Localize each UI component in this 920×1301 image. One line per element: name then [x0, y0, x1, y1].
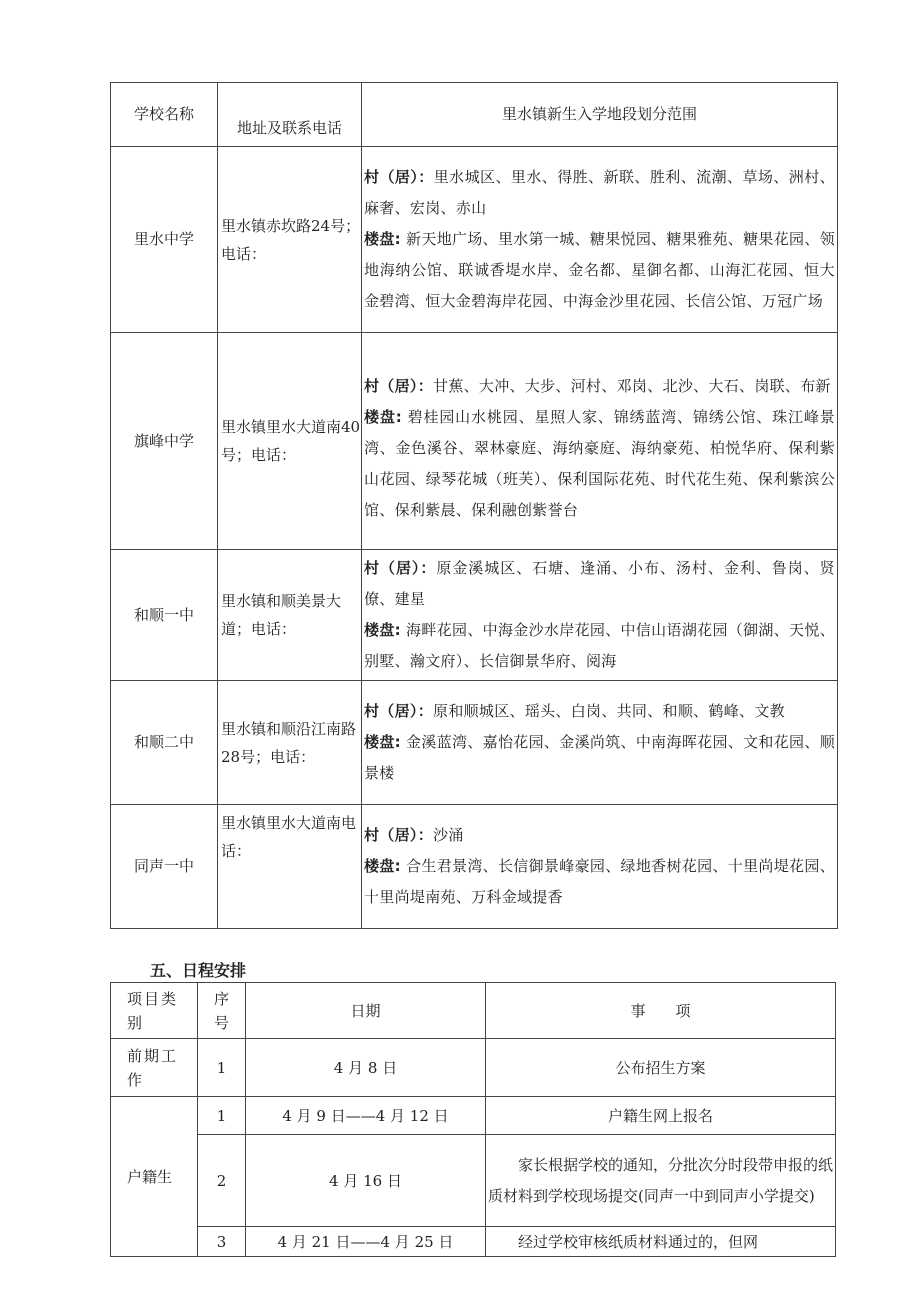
row-matter: 家长根据学校的通知，分批次分时段带申报的纸质材料到学校现场提交(同声一中到同声小学提交) — [486, 1135, 836, 1227]
schedule-header-row — [111, 983, 836, 1039]
estate-label: 楼盘: — [364, 230, 401, 248]
zoning-scope — [362, 805, 838, 929]
row-date: 4 月 9 日——4 月 12 日 — [246, 1097, 486, 1135]
zoning-scope — [362, 333, 838, 550]
estate-list: 金溪蓝湾、嘉怡花园、金溪尚筑、中南海晖花园、文和花园、顺景楼 — [364, 733, 835, 782]
row-category: 前期工作 — [111, 1039, 198, 1097]
header-matter: 事 项 — [486, 983, 836, 1039]
row-matter: 户籍生网上报名 — [486, 1097, 836, 1135]
zoning-row — [111, 147, 838, 333]
school-address: 里水镇里水大道南40号；电话： — [218, 333, 362, 550]
zoning-row — [111, 333, 838, 550]
estate-label: 楼盘: — [364, 733, 401, 751]
village-list: 原金溪城区、石塘、逢涌、小布、汤村、金利、鲁岗、贤僚、建星 — [364, 559, 835, 608]
zoning-scope — [362, 681, 838, 805]
village-list: 沙涌 — [433, 826, 464, 844]
estate-label: 楼盘: — [364, 621, 401, 639]
zoning-row — [111, 805, 838, 929]
schedule-row — [111, 1039, 836, 1097]
zoning-scope — [362, 550, 838, 681]
schedule-row — [111, 1135, 836, 1227]
estate-label: 楼盘: — [364, 408, 402, 426]
estate-label: 楼盘: — [364, 857, 401, 875]
header-seq: 序号 — [198, 983, 246, 1039]
school-name: 同声一中 — [111, 805, 218, 929]
village-label: 村（居）： — [364, 377, 434, 395]
section-title: 五、日程安排 — [150, 961, 247, 980]
village-label: 村（居）： — [364, 559, 437, 577]
row-seq: 1 — [198, 1039, 246, 1097]
zoning-header-row — [111, 83, 838, 147]
row-matter: 公布招生方案 — [486, 1039, 836, 1097]
village-label: 村（居）： — [364, 702, 434, 720]
row-seq: 3 — [198, 1227, 246, 1257]
zoning-row — [111, 550, 838, 681]
row-matter: 经过学校审核纸质材料通过的，但网 — [486, 1227, 836, 1257]
village-label: 村（居）： — [364, 826, 434, 844]
row-date: 4 月 21 日——4 月 25 日 — [246, 1227, 486, 1257]
estate-list: 合生君景湾、长信御景峰豪园、绿地香树花园、十里尚堤花园、十里尚堤南苑、万科金域提香 — [364, 857, 835, 906]
row-seq: 2 — [198, 1135, 246, 1227]
row-date: 4 月 8 日 — [246, 1039, 486, 1097]
header-scope: 里水镇新生入学地段划分范围 — [362, 83, 838, 147]
zoning-scope — [362, 147, 838, 333]
village-list: 甘蕉、大冲、大步、河村、邓岗、北沙、大石、岗联、布新 — [433, 377, 831, 395]
row-seq: 1 — [198, 1097, 246, 1135]
village-label: 村（居）： — [364, 168, 434, 186]
row-date: 4 月 16 日 — [246, 1135, 486, 1227]
school-address: 里水镇里水大道南电话： — [218, 805, 362, 929]
estate-list: 新天地广场、里水第一城、糖果悦园、糖果雅苑、糖果花园、领地海纳公馆、联诚香堤水岸、金名都、星御名都、山海汇花园、恒大金碧湾、恒大金碧海岸花园、中海金沙里花园、长信公馆、万冠广场 — [364, 230, 835, 310]
school-address: 里水镇赤坎路24号；电话： — [218, 147, 362, 333]
zoning-row — [111, 681, 838, 805]
school-address: 里水镇和顺美景大道；电话： — [218, 550, 362, 681]
header-date: 日期 — [246, 983, 486, 1039]
school-name: 旗峰中学 — [111, 333, 218, 550]
schedule-row — [111, 1097, 836, 1135]
school-name: 和顺一中 — [111, 550, 218, 681]
village-list: 原和顺城区、瑶头、白岗、共同、和顺、鹤峰、文教 — [433, 702, 785, 720]
school-address: 里水镇和顺沿江南路28号；电话： — [218, 681, 362, 805]
schedule-table — [110, 982, 836, 1257]
school-name: 里水中学 — [111, 147, 218, 333]
zoning-table — [110, 82, 838, 929]
estate-list: 海畔花园、中海金沙水岸花园、中信山语湖花园（御湖、天悦、别墅、瀚文府）、长信御景华府、阅海 — [364, 621, 835, 670]
village-list: 里水城区、里水、得胜、新联、胜利、流潮、草场、洲村、麻奢、宏岗、赤山 — [364, 168, 835, 217]
header-school: 学校名称 — [111, 83, 218, 147]
row-category: 户籍生 — [111, 1097, 198, 1257]
estate-list: 碧桂园山水桃园、星照人家、锦绣蓝湾、锦绣公馆、珠江峰景湾、金色溪谷、翠林豪庭、海纳豪庭、海纳豪苑、柏悦华府、保利紫山花园、绿琴花城（班芙）、保利国际花苑、时代花生苑、保利紫滨公馆、保利紫晨、保利融创紫誉台 — [364, 408, 835, 519]
school-name: 和顺二中 — [111, 681, 218, 805]
schedule-row — [111, 1227, 836, 1257]
header-address: 地址及联系电话 — [218, 83, 362, 147]
header-category: 项目类别 — [111, 983, 198, 1039]
